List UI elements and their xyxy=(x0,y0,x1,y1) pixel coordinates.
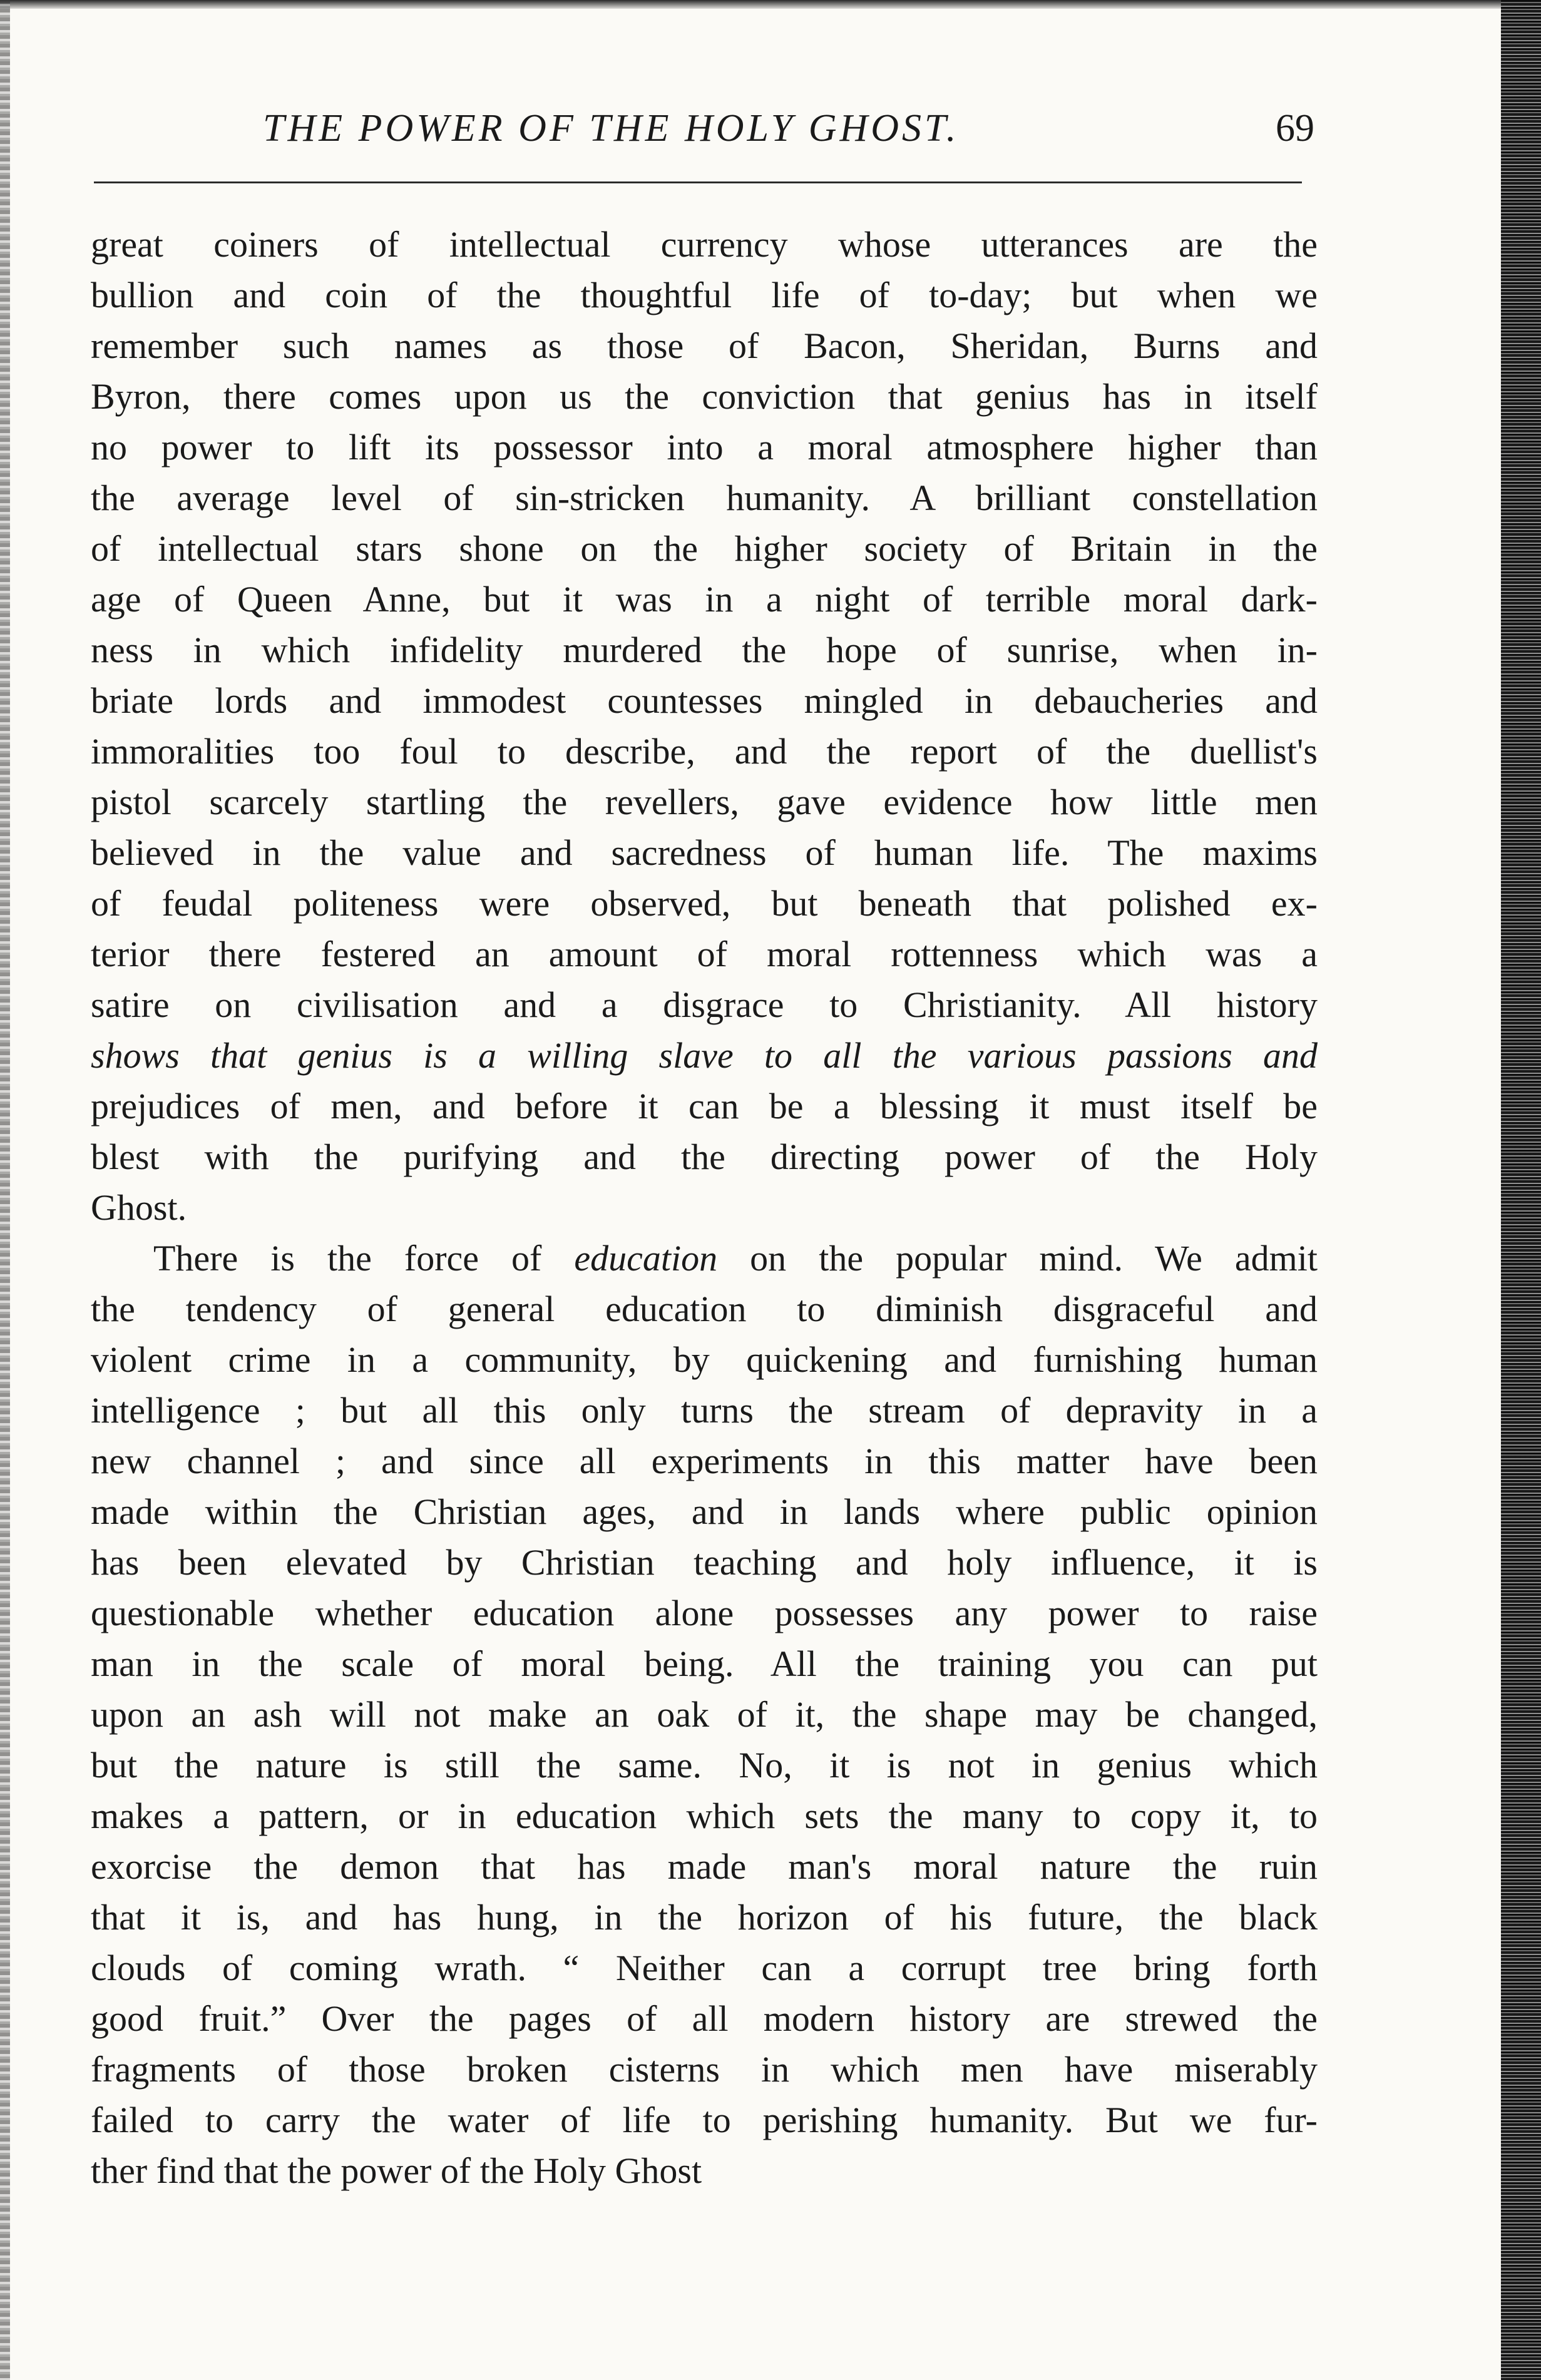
text-line: Ghost. xyxy=(91,1187,187,1228)
text-line: has been elevated by Christian teaching and holy influence, it is xyxy=(91,1542,1318,1583)
italic-word-education: education xyxy=(574,1238,718,1279)
text-line: that it is, and has hung, in the horizon of his future, the black xyxy=(91,1897,1318,1938)
text-fragment: on the popular mind. We admit xyxy=(717,1238,1318,1279)
text-line: satire on civilisation and a disgrace to Christianity. All history xyxy=(91,984,1318,1025)
text-line: believed in the value and sacredness of human life. The maxims xyxy=(91,832,1318,873)
text-line: remember such names as those of Bacon, Sheridan, Burns and xyxy=(91,325,1318,366)
page-number: 69 xyxy=(1276,107,1314,150)
text-line: upon an ash will not make an oak of it, the shape may be changed, xyxy=(91,1694,1318,1735)
text-line: clouds of coming wrath. “ Neither can a corrupt tree bring forth xyxy=(91,1948,1318,1988)
text-line: intelligence ; but all this only turns the stream of depravity in a xyxy=(91,1390,1318,1431)
text-line: pistol scarcely startling the revellers, gave evidence how little men xyxy=(91,782,1318,822)
book-spine-edge xyxy=(1501,0,1541,2380)
text-line: questionable whether education alone possesses any power to raise xyxy=(91,1593,1318,1633)
page-left-edge xyxy=(0,0,10,2380)
text-line: ness in which infidelity murdered the hope of sunrise, when in- xyxy=(91,630,1318,670)
text-line: great coiners of intellectual currency whose utterances are the xyxy=(91,224,1318,265)
paragraph-education xyxy=(91,1233,1318,2196)
text-line: new channel ; and since all experiments in this matter have been xyxy=(91,1441,1318,1481)
body-text xyxy=(91,219,1318,2196)
text-line: age of Queen Anne, but it was in a night of terrible moral dark- xyxy=(91,579,1318,620)
text-fragment: There is the force of xyxy=(153,1238,575,1279)
text-line-italic: shows that genius is a willing slave to all the various passions and xyxy=(91,1035,1318,1076)
text-line: blest with the purifying and the directing power of the Holy xyxy=(91,1136,1318,1177)
text-line: fragments of those broken cisterns in which men have miserably xyxy=(91,2049,1318,2090)
text-line: violent crime in a community, by quickening and furnishing human xyxy=(91,1339,1318,1380)
text-line: failed to carry the water of life to perishing humanity. But we fur- xyxy=(91,2100,1318,2140)
text-line: immoralities too foul to describe, and the report of the duellist's xyxy=(91,731,1318,772)
text-line: no power to lift its possessor into a moral atmosphere higher than xyxy=(91,427,1318,467)
text-line: good fruit.” Over the pages of all modern history are strewed the xyxy=(91,1998,1318,2039)
running-title: THE POWER OF THE HOLY GHOST. xyxy=(263,107,960,150)
text-line-first xyxy=(91,1233,1318,1284)
text-line: makes a pattern, or in education which sets the many to copy it, to xyxy=(91,1795,1318,1836)
text-line: but the nature is still the same. No, it is not in genius which xyxy=(91,1745,1318,1785)
text-line: Byron, there comes upon us the conviction that genius has in itself xyxy=(91,376,1318,417)
text-line: prejudices of men, and before it can be a blessing it must itself be xyxy=(91,1086,1318,1126)
text-line: bullion and coin of the thoughtful life of to-day; but when we xyxy=(91,275,1318,315)
text-line: of intellectual stars shone on the higher society of Britain in the xyxy=(91,528,1318,569)
text-line: the average level of sin-stricken humanity. A brilliant constellation xyxy=(91,478,1318,518)
running-head xyxy=(88,94,1339,169)
text-line: the tendency of general education to diminish disgraceful and xyxy=(91,1289,1318,1329)
text-line: ther find that the power of the Holy Ghost xyxy=(91,2150,702,2191)
text-line: exorcise the demon that has made man's moral nature the ruin xyxy=(91,1846,1318,1887)
text-line: terior there festered an amount of moral rottenness which was a xyxy=(91,934,1318,974)
text-line: made within the Christian ages, and in lands where public opinion xyxy=(91,1491,1318,1532)
paragraph-genius xyxy=(91,219,1318,1233)
page-top-edge xyxy=(0,0,1541,9)
header-rule xyxy=(94,181,1302,183)
text-line: briate lords and immodest countesses mingled in debaucheries and xyxy=(91,680,1318,721)
text-line: of feudal politeness were observed, but beneath that polished ex- xyxy=(91,883,1318,924)
text-line: man in the scale of moral being. All the training you can put xyxy=(91,1643,1318,1684)
